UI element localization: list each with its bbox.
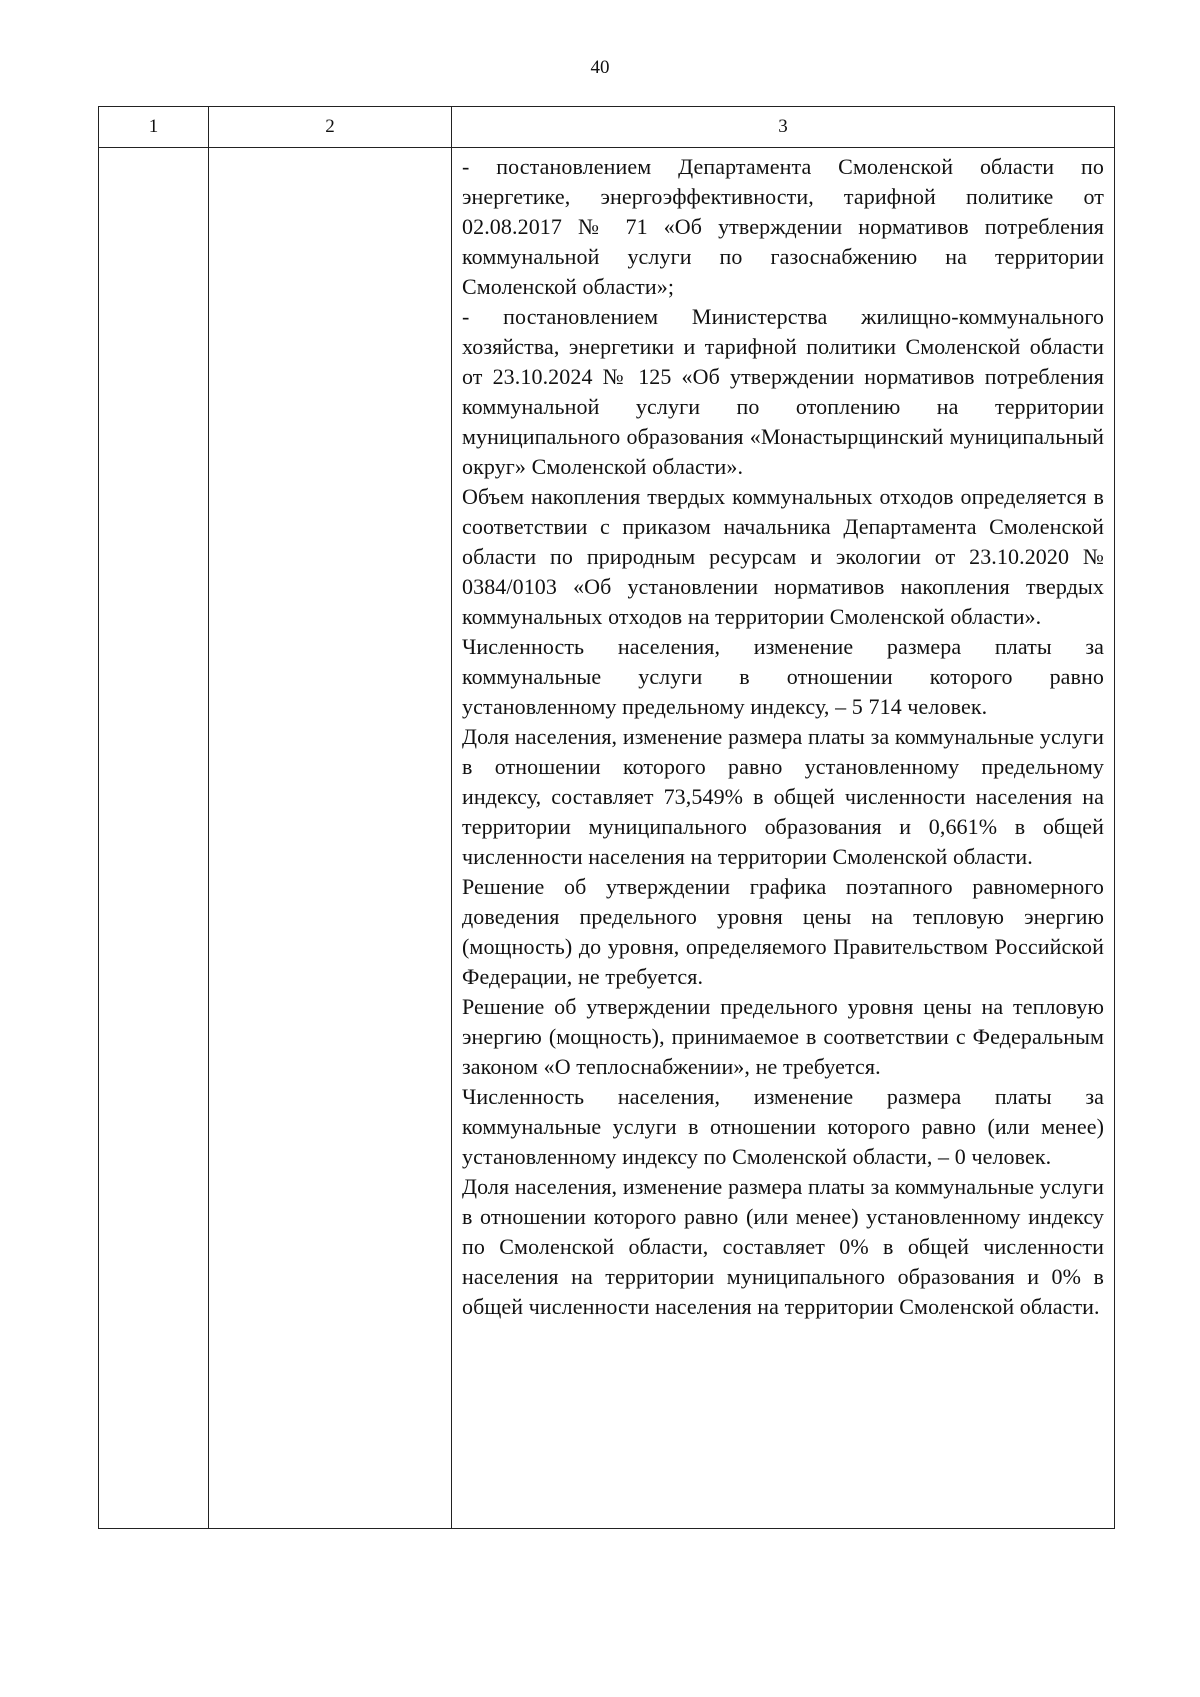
- paragraph-population-count-index: Численность населения, изменение размера платы за коммунальные услуги в отношении которого равно (или менее) установленному индексу по Смоленской области, – 0 человек.: [462, 1084, 1104, 1169]
- table-header-row: [99, 107, 1115, 148]
- table-cell-col1: [99, 148, 209, 1529]
- table-cell-col2: [209, 148, 452, 1529]
- paragraph-heating-norms: - постановлением Министерства жилищно-коммунального хозяйства, энергетики и тарифной политики Смоленской области от 23.10.2024 № 125 «Об утверждении нормативов потребления коммунальной услуги по отоплению на территории муниципального образования «Монастырщинский муниципальный округ» Смоленской области».: [462, 304, 1104, 479]
- page-number: 40: [590, 57, 610, 78]
- paragraph-waste-volume: Объем накопления твердых коммунальных отходов определяется в соответствии с приказом начальника Департамента Смоленской области по природным ресурсам и экологии от 23.10.2020 № 0384/0103 «Об установлении нормативов накопления твердых коммунальных отходов на территории Смоленской области».: [462, 484, 1104, 629]
- paragraph-heat-price-limit: Решение об утверждении предельного уровня цены на тепловую энергию (мощность), принимаемое в соответствии с Федеральным законом «О теплоснабжении», не требуется.: [462, 994, 1104, 1079]
- table-row: [99, 148, 1115, 1529]
- paragraph-population-share: Доля населения, изменение размера платы за коммунальные услуги в отношении которого равно установленному предельному индексу, составляет 73,549% в общей численности населения на территории муниципального образования и 0,661% в общей численности населения на территории Смоленской области.: [462, 724, 1104, 869]
- table-cell-col3: [452, 148, 1115, 1529]
- document-table: [98, 106, 1115, 1529]
- paragraph-gas-norms: - постановлением Департамента Смоленской области по энергетике, энергоэффективности, тарифной политике от 02.08.2017 № 71 «Об утверждении нормативов потребления коммунальной услуги по газоснабжению на территории Смоленской области»;: [462, 154, 1104, 299]
- paragraph-population-count: Численность населения, изменение размера платы за коммунальные услуги в отношении которого равно установленному предельному индексу, – 5 714 человек.: [462, 634, 1104, 719]
- cell-text-block: [452, 148, 1114, 1322]
- paragraph-heat-price-schedule: Решение об утверждении графика поэтапного равномерного доведения предельного уровня цены на тепловую энергию (мощность) до уровня, определяемого Правительством Российской Федерации, не требуется.: [462, 874, 1104, 989]
- paragraph-population-share-index: Доля населения, изменение размера платы за коммунальные услуги в отношении которого равно (или менее) установленному индексу по Смоленской области, составляет 0% в общей численности населения на территории муниципального образования и 0% в общей численности населения на территории Смоленской области.: [462, 1174, 1104, 1319]
- column-header-2: 2: [209, 107, 452, 148]
- column-header-1: 1: [99, 107, 209, 148]
- column-header-3: 3: [452, 107, 1115, 148]
